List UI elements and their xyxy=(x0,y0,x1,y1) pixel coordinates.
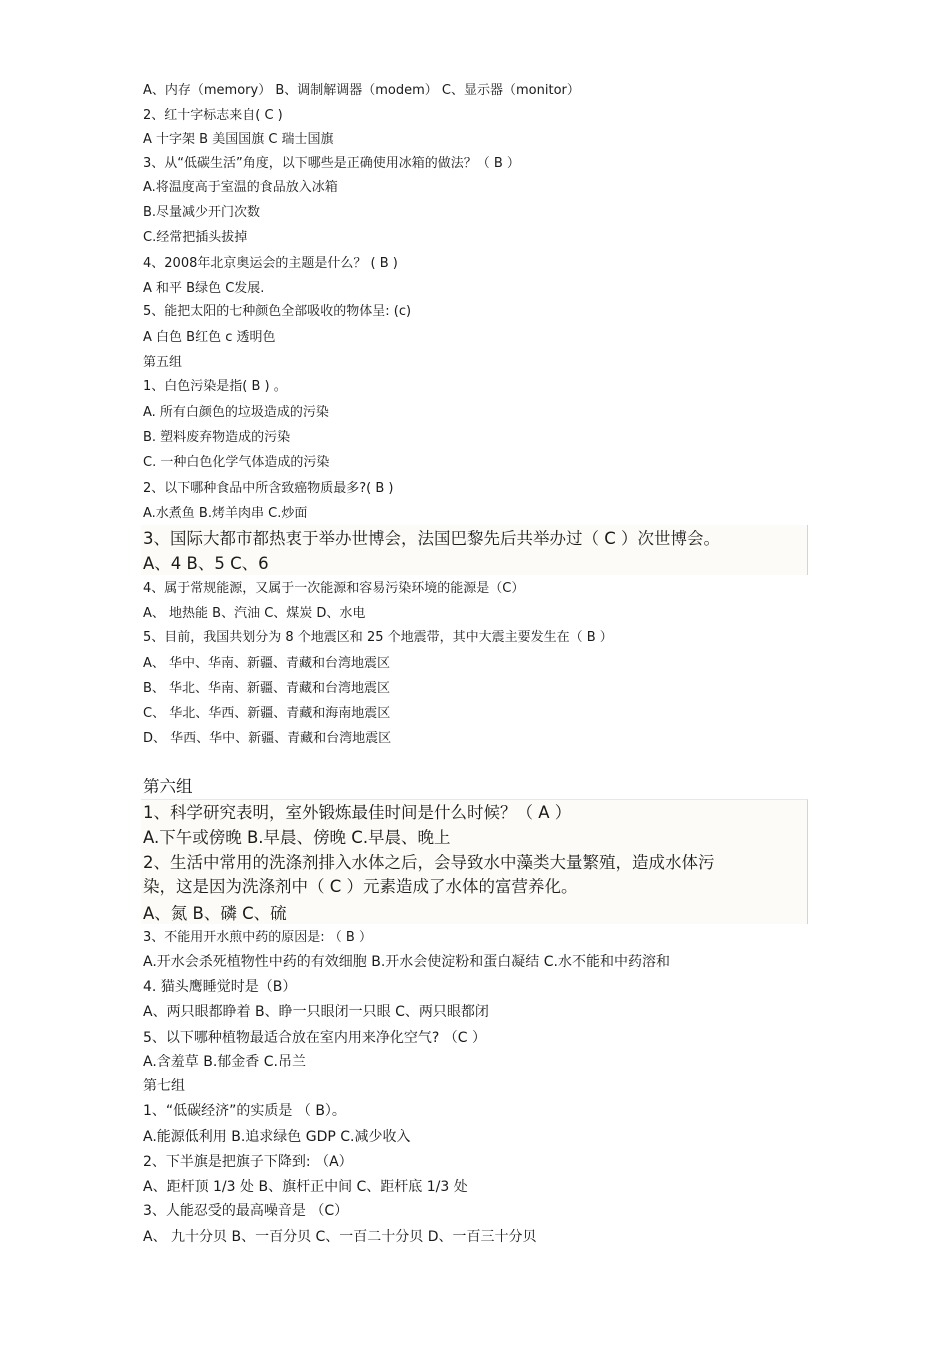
answer-options: A 白色 B红色 c 透明色 xyxy=(143,330,276,345)
question: 4、2008年北京奥运会的主题是什么？ ( B ) xyxy=(143,256,398,271)
answer-options: A、距杆顶 1/3 处 B、旗杆正中间 C、距杆底 1/3 处 xyxy=(143,1179,468,1195)
answer-option: A. 所有白颜色的垃圾造成的污染 xyxy=(143,405,329,420)
answer-options: A、两只眼都睁着 B、睁一只眼闭一只眼 C、两只眼都闭 xyxy=(143,1004,489,1020)
answer-options: A 十字架 B 美国国旗 C 瑞士国旗 xyxy=(143,132,334,147)
answer-options: A.能源低利用 B.追求绿色 GDP C.减少收入 xyxy=(143,1129,411,1145)
question: 2、以下哪种食品中所含致癌物质最多?( B ) xyxy=(143,481,394,496)
answer-option: B、 华北、华南、新疆、青藏和台湾地震区 xyxy=(143,681,391,696)
answer-option: A.将温度高于室温的食品放入冰箱 xyxy=(143,180,338,195)
answer-option: B.尽量减少开门次数 xyxy=(143,205,261,220)
question: 2、生活中常用的洗涤剂排入水体之后，会导致水中藻类大量繁殖，造成水体污 xyxy=(143,853,715,872)
answer-options: A.含羞草 B.郁金香 C.吊兰 xyxy=(143,1054,306,1070)
answer-options: A.水煮鱼 B.烤羊肉串 C.炒面 xyxy=(143,506,308,521)
question: 5、目前，我国共划分为 8 个地震区和 25 个地震带，其中大震主要发生在（ B ） xyxy=(143,630,613,645)
question: 3、国际大都市都热衷于举办世博会，法国巴黎先后共举办过（ C ）次世博会。 xyxy=(143,529,721,548)
question: 2、红十字标志来自( C ) xyxy=(143,108,283,123)
section-heading: 第五组 xyxy=(143,355,183,370)
answer-option: A、 华中、华南、新疆、青藏和台湾地震区 xyxy=(143,656,391,671)
question: 3、不能用开水煎中药的原因是: （ B ） xyxy=(143,930,372,945)
question: 3、从“低碳生活”角度，以下哪些是正确使用冰箱的做法？（ B ） xyxy=(143,156,520,171)
answer-options: A.下午或傍晚 B.早晨、傍晚 C.早晨、晚上 xyxy=(143,828,451,847)
question: 1、“低碳经济”的实质是 （ B）。 xyxy=(143,1103,346,1119)
answer-options: A、内存（memory） B、调制解调器（modem） C、显示器（monitor） xyxy=(143,83,580,98)
answer-option: C. 一种白色化学气体造成的污染 xyxy=(143,455,330,470)
question: 4. 猫头鹰睡觉时是（B） xyxy=(143,979,297,995)
question: 3、人能忍受的最高噪音是 （C） xyxy=(143,1203,349,1219)
answer-options: A、氮 B、磷 C、硫 xyxy=(143,904,287,923)
answer-options: A、4 B、5 C、6 xyxy=(143,554,269,573)
answer-option: C.经常把插头拔掉 xyxy=(143,230,248,245)
answer-option: D、 华西、华中、新疆、青藏和台湾地震区 xyxy=(143,731,392,746)
answer-options: A、 地热能 B、汽油 C、煤炭 D、水电 xyxy=(143,606,366,621)
answer-option: C、 华北、华西、新疆、青藏和海南地震区 xyxy=(143,706,391,721)
question-continuation: 染，这是因为洗涤剂中（ C ）元素造成了水体的富营养化。 xyxy=(143,877,578,896)
answer-options: A 和平 B绿色 C发展. xyxy=(143,281,265,296)
answer-option: B. 塑料废弃物造成的污染 xyxy=(143,430,291,445)
question: 2、下半旗是把旗子下降到: （A） xyxy=(143,1154,353,1170)
question: 1、白色污染是指( B ) 。 xyxy=(143,379,287,394)
question: 1、科学研究表明，室外锻炼最佳时间是什么时候？（ A ） xyxy=(143,803,572,822)
section-heading: 第六组 xyxy=(143,777,193,796)
answer-options: A、 九十分贝 B、一百分贝 C、一百二十分贝 D、一百三十分贝 xyxy=(143,1229,537,1245)
section-heading: 第七组 xyxy=(143,1078,185,1094)
question: 5、以下哪种植物最适合放在室内用来净化空气? （C ） xyxy=(143,1030,487,1046)
question: 5、能把太阳的七种颜色全部吸收的物体呈: (c) xyxy=(143,304,412,319)
answer-options: A.开水会杀死植物性中药的有效细胞 B.开水会使淀粉和蛋白凝结 C.水不能和中药溶和 xyxy=(143,954,670,970)
question: 4、属于常规能源，又属于一次能源和容易污染环境的能源是（C） xyxy=(143,581,525,596)
